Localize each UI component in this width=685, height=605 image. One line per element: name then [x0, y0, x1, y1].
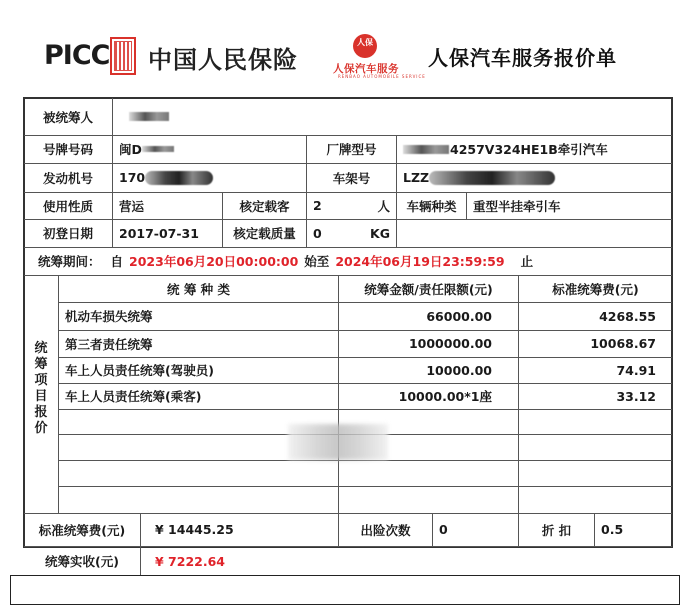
- brand-model-text: 4257V324HE1B牵引汽车: [450, 142, 608, 157]
- item-fee: 10068.67: [590, 336, 656, 351]
- item-amount: 1000000.00: [408, 336, 492, 351]
- discount-label: 折 扣: [541, 522, 572, 538]
- insured-value: [113, 98, 313, 135]
- side-char: 价: [34, 421, 48, 436]
- header-fee: 标准统筹费(元): [552, 281, 639, 297]
- header-kind: 统 筹 种 类: [166, 281, 231, 297]
- service-logo-icon: [340, 34, 392, 60]
- item-kind: 第三者责任统筹: [65, 336, 153, 352]
- period-row: [24, 247, 672, 275]
- company-name: 中国人民保险: [148, 46, 298, 74]
- item-fee: 33.12: [616, 388, 656, 404]
- side-char: 项: [34, 373, 48, 388]
- seats-value: 2: [313, 198, 322, 213]
- redacted-watermark: [288, 424, 388, 460]
- vin-value: [397, 163, 672, 192]
- engine-value-text: 170: [119, 170, 146, 185]
- reg-date-label: 初登日期: [42, 226, 93, 241]
- side-char: 统: [34, 341, 48, 356]
- discount-value: 0.5: [601, 522, 624, 537]
- period-suffix: 止: [520, 254, 534, 269]
- load-unit: KG: [370, 225, 390, 241]
- plate-label: 号牌号码: [42, 142, 93, 157]
- service-subtitle: RENBAO AUTOMOBILE SERVICE: [338, 74, 426, 79]
- item-amount: 10000.00*1座: [398, 389, 492, 404]
- vehicle-type-label: 车辆种类: [406, 198, 457, 214]
- period-start: 2023年06月20日00:00:00: [129, 254, 299, 269]
- plate-value: [113, 135, 306, 163]
- engine-label: 发动机号: [42, 170, 93, 186]
- item-kind-empty: [59, 460, 338, 486]
- redacted-engine: [145, 171, 213, 185]
- item-kind: 机动车损失统筹: [65, 309, 153, 324]
- document-title: 人保汽车服务报价单: [428, 46, 617, 70]
- redacted-brand: [403, 145, 449, 154]
- brand-model-value: [397, 135, 672, 163]
- item-fee: 4268.55: [599, 308, 656, 324]
- header-amount: 统筹金额/责任限额(元): [364, 281, 493, 297]
- period-to-prefix: 始至: [304, 254, 330, 269]
- period-from-prefix: 自: [110, 254, 124, 269]
- service-logo-text: 人保: [357, 38, 373, 47]
- claims-value: 0: [439, 522, 448, 537]
- item-fee: 74.91: [616, 362, 656, 378]
- picc-logo-text: PICC: [44, 40, 110, 71]
- item-kind: 车上人员责任统筹(驾驶员): [65, 363, 214, 378]
- vehicle-type-value: 重型半挂牵引车: [473, 198, 561, 214]
- redacted-plate: [142, 146, 174, 152]
- claims-label: 出险次数: [360, 522, 411, 538]
- usage-value: 营运: [119, 198, 145, 214]
- reg-date-value: 2017-07-31: [119, 225, 199, 241]
- item-kind-empty: [59, 486, 338, 513]
- vin-label: 车架号: [332, 170, 371, 186]
- standard-fee-value: ¥ 14445.25: [155, 522, 234, 537]
- item-amount: 66000.00: [426, 308, 492, 324]
- load-label: 核定载质量: [233, 226, 296, 241]
- seats-unit: 人: [377, 198, 390, 214]
- side-char: 报: [34, 405, 48, 420]
- item-kind: 车上人员责任统筹(乘客): [65, 389, 202, 404]
- standard-fee-label: 标准统筹费(元): [38, 522, 126, 538]
- period-label: 统筹期间：: [38, 254, 101, 269]
- side-char: 筹: [34, 357, 48, 372]
- vin-value-text: LZZ: [403, 170, 430, 185]
- engine-value: [113, 163, 306, 192]
- side-char: 目: [34, 389, 48, 404]
- redacted-vin: [429, 171, 555, 185]
- items-side-label: [24, 275, 58, 513]
- service-name: 人保汽车服务: [333, 63, 399, 75]
- insured-label: 被统筹人: [42, 109, 93, 125]
- period-end: 2024年06月19日23:59:59: [335, 254, 505, 269]
- seats-label: 核定载客: [239, 198, 290, 214]
- picc-seal-icon: [110, 37, 136, 75]
- load-value: 0: [313, 225, 322, 241]
- item-amount: 10000.00: [426, 362, 492, 378]
- usage-label: 使用性质: [42, 198, 93, 214]
- bottom-overlay-box: [10, 575, 680, 605]
- actual-value: ¥ 7222.64: [155, 553, 225, 569]
- actual-label: 统筹实收(元): [45, 554, 119, 569]
- brand-model-label: 厂牌型号: [326, 142, 377, 157]
- plate-value-text: 闽D: [119, 142, 142, 157]
- redacted-insured: [129, 112, 169, 121]
